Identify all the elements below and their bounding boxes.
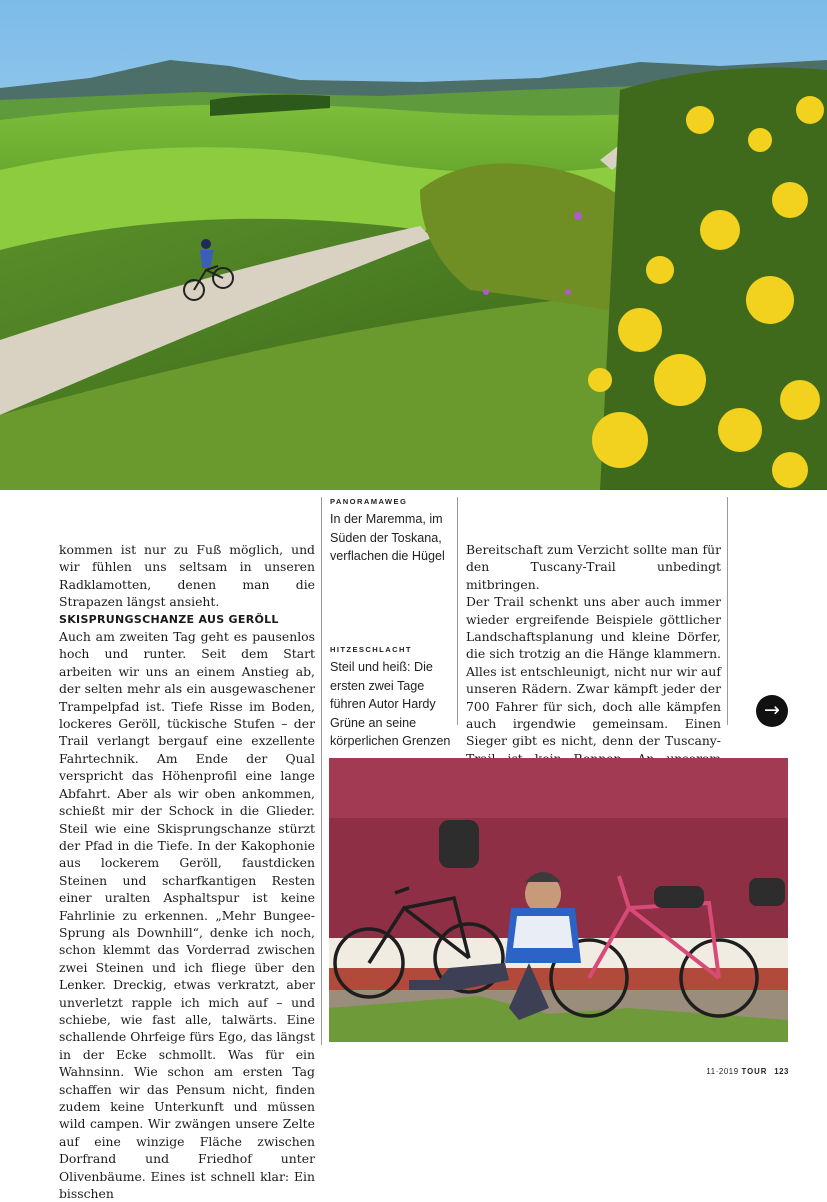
column-divider: [727, 497, 728, 725]
issue-date: 11·2019: [706, 1067, 739, 1076]
page-number: 123: [774, 1067, 789, 1076]
hero-landscape-photo: [0, 0, 827, 490]
column-divider: [321, 497, 322, 1045]
body-paragraph: kommen ist nur zu Fuß möglich, und wir fühlen uns seltsam in unseren Radklamotten, denen man die Strapazen längst ansieht.: [59, 542, 315, 610]
caption-hitze: [330, 645, 458, 751]
caption-panorama: [330, 497, 458, 566]
page-footer: [706, 1067, 789, 1076]
continue-arrow-button[interactable]: [756, 695, 788, 727]
arrow-right-icon: →: [764, 699, 780, 721]
body-paragraph: Auch am zweiten Tag geht es pausenlos hoch und runter. Seit dem Start arbeiten wir uns an einem Anstieg ab, der selten mehr als ein ausgewaschener Trampelpfad ist. Tiefe Risse im Boden, lockeres Geröll, tückische Stufen – der Trail verlangt bergauf eine exzellente Fahrtechnik. Am Ende der Qual verspricht das Höhenprofil eine lange Abfahrt. Aber als wir oben ankommen, schießt mir der Schock in die Glieder. Steil wie eine Skisprungschanze stürzt der Pfad in die Tiefe. In der Kakophonie aus lockerem Geröll, faustdicken Steinen und scharfkantigen Resten einer uralten Asphaltspur ist keine Fahrlinie zu erkennen. „Mehr Bungee-Sprung als Downhill“, denke ich noch, schon klemmt das Vorderrad zwischen zwei Steinen und ich fliege über den Lenker. Dreckig, etwas verkratzt, aber unverletzt rapple ich mich auf – und schiebe, wie fast alle, talwärts. Eine schallende Ohrfeige fürs Ego, das längst in der Ecke schmollt. Was für ein Wahnsinn. Wie schon am ersten Tag schaffen wir das Pensum nicht, finden zudem keine Unterkunft und müssen wild campen. Wir zwängen unsere Zelte auf eine winzige Fläche zwischen Dorfrand und Friedhof unter Olivenbäume. Eines ist schnell klar: Ein bisschen: [59, 629, 315, 1202]
body-paragraph: Bereitschaft zum Verzicht sollte man für den Tuscany-Trail unbedingt mitbringen.: [466, 542, 721, 592]
caption-text: In der Maremma, im Süden der Toskana, verflachen die Hügel: [330, 512, 445, 563]
magazine-name: TOUR: [741, 1067, 768, 1076]
article-column-left: [59, 541, 315, 1202]
body-paragraph: Der Trail schenkt uns aber auch immer wieder ergreifende Beispiele göttlicher Landschaftsplanung und kleine Dörfer, die sich trotzig an die Hänge klammern. Alles ist entschleunigt, nicht nur wir auf unseren Rädern. Zwar kämpft jeder der 700 Fahrer für sich, doch alle kämpfen auch irgendwie gemeinsam. Einen Sieger gibt es nicht, denn der Tuscany-: [466, 594, 721, 749]
caption-text: Steil und heiß: Die ersten zwei Tage führen Autor Hardy Grüne an seine körperlichen Grenzen: [330, 660, 451, 748]
caption-label: PANORAMAWEG: [330, 497, 408, 506]
caption-label: HITZESCHLACHT: [330, 645, 412, 654]
cyclist-rest-photo: [329, 758, 788, 1042]
section-subheading: SKISPRUNGSCHANZE AUS GERÖLL: [59, 612, 279, 626]
